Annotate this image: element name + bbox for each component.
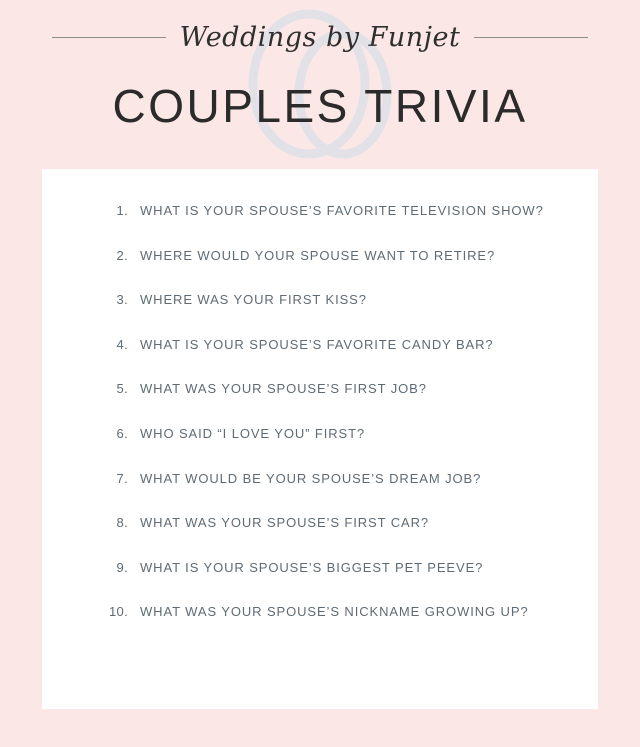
list-item-number: 6. — [116, 425, 128, 441]
page-title: COUPLES TRIVIA — [112, 80, 528, 132]
list-item-text: WHAT IS YOUR SPOUSE’S BIGGEST PET PEEVE? — [140, 559, 484, 575]
list-item-text: WHO SAID “I LOVE YOU” FIRST? — [140, 425, 366, 441]
list-item-text: WHAT WAS YOUR SPOUSE’S NICKNAME GROWING UP? — [140, 604, 529, 620]
list-item-number: 9. — [116, 559, 128, 575]
questions-card — [42, 169, 598, 709]
list-item-text: WHAT IS YOUR SPOUSE’S FAVORITE CANDY BAR? — [140, 336, 494, 352]
list-item — [94, 337, 562, 353]
list-item-text: WHAT WAS YOUR SPOUSE’S FIRST CAR? — [140, 515, 430, 531]
list-item — [94, 381, 562, 397]
page-header — [0, 0, 640, 133]
divider-left — [52, 37, 166, 38]
list-item-number: 3. — [116, 292, 128, 308]
list-item-text: WHAT WOULD BE YOUR SPOUSE’S DREAM JOB? — [140, 470, 482, 486]
list-item-text: WHERE WAS YOUR FIRST KISS? — [140, 292, 367, 308]
list-item-number: 5. — [116, 381, 128, 397]
list-item — [94, 560, 562, 576]
list-item — [94, 515, 562, 531]
list-item — [94, 292, 562, 308]
list-item-text: WHAT IS YOUR SPOUSE’S FAVORITE TELEVISION SHOW? — [140, 203, 544, 218]
list-item — [94, 426, 562, 442]
list-item-number: 8. — [116, 515, 128, 531]
list-item-number: 10. — [109, 604, 128, 620]
list-item-text: WHAT WAS YOUR SPOUSE’S FIRST JOB? — [140, 381, 427, 397]
list-item — [94, 604, 562, 620]
list-item-number: 7. — [116, 470, 128, 486]
list-item — [94, 203, 562, 219]
list-item-number: 4. — [116, 336, 128, 352]
script-title-row — [0, 22, 640, 53]
list-item-number: 2. — [116, 247, 128, 263]
list-item-text: WHERE WOULD YOUR SPOUSE WANT TO RETIRE? — [140, 247, 496, 263]
list-item — [94, 248, 562, 264]
questions-list — [42, 203, 598, 620]
list-item — [94, 471, 562, 487]
divider-right — [474, 37, 588, 38]
list-item-number: 1. — [116, 203, 128, 218]
brand-script-title: Weddings by Funjet — [179, 22, 461, 53]
